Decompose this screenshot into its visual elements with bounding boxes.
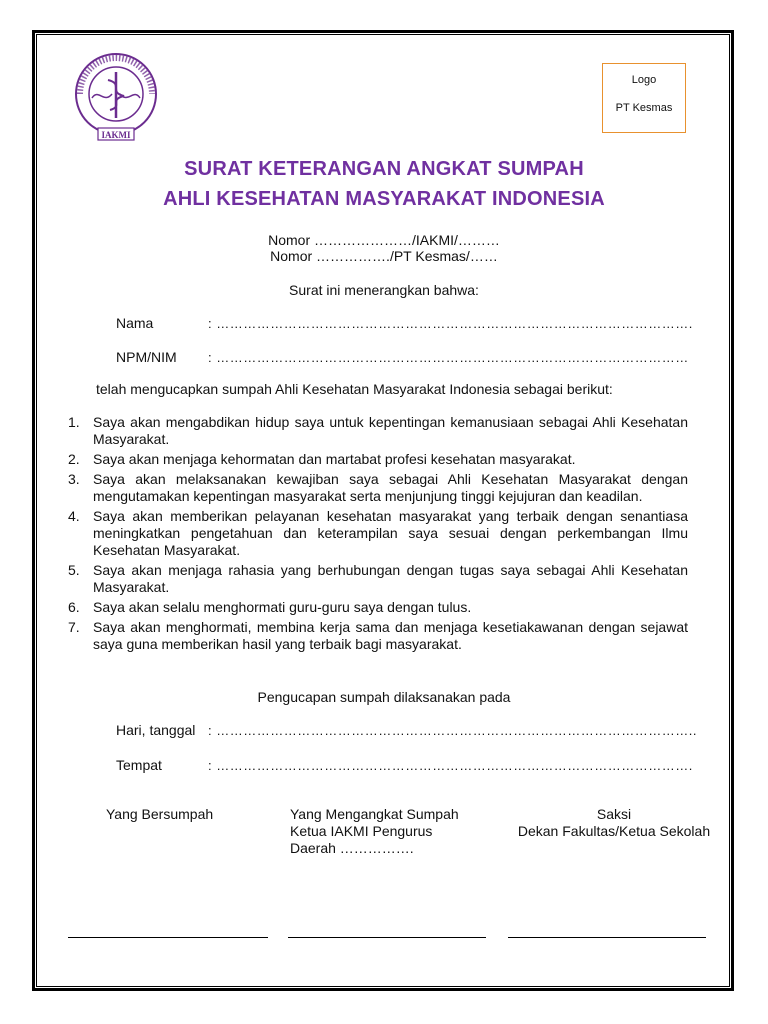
document-title-line1: SURAT KETERANGAN ANGKAT SUMPAH [184,158,584,180]
signature-title: Yang Mengangkat Sumpah [290,806,459,822]
list-item: 7. Saya akan menghormati, membina kerja sama dan menjaga kesetiakawanan dengan sejawat saya guna memberikan hasil yang terbaik bagi masyarakat. [68,619,688,652]
tempat-field: : ……………………………………………………………………………………………. [208,758,693,773]
nama-field: : ……………………………………………………………………………………………. [208,316,693,331]
signature-line [68,937,268,938]
logo-box-label: Logo [631,74,657,86]
signature-title: Saksi [596,806,632,822]
svg-text:IAKMI: IAKMI [101,130,131,140]
hari-tanggal-field: : …………………………………………………………………………………………….. [208,723,697,738]
tempat-label: Tempat [116,757,162,773]
iakmi-seal-logo [68,48,164,148]
list-item: 6. Saya akan selalu menghormati guru-guru saya dengan tulus. [68,599,472,615]
npm-field: : …………………………………………………………………………………………… [208,350,689,365]
signature-region: Daerah ……………. [290,840,414,856]
pt-kesmas-logo-placeholder [602,63,686,133]
logo-box-company: PT Kesmas [615,102,673,114]
list-item: 5. Saya akan menjaga rahasia yang berhubungan dengan tugas saya sebagai Ahli Kesehatan Masyarakat. [68,562,688,595]
signature-saksi [508,806,720,840]
nomor-pt-kesmas: Nomor ……………./PT Kesmas/…… [270,248,498,264]
signature-role: Ketua IAKMI Pengurus [290,823,433,839]
list-item: 2. Saya akan menjaga kehormatan dan martabat profesi kesehatan masyarakat. [68,451,576,467]
signature-pengangkat [290,806,459,857]
signature-role: Dekan Fakultas/Ketua Sekolah [517,823,711,839]
list-item: 4. Saya akan memberikan pelayanan kesehatan masyarakat yang terbaik dengan senantiasa meningkatkan pengetahuan dan keterampilan saya sesuai dengan perkembangan Ilmu Kesehatan Masyarakat. [68,508,688,558]
intro-text: Surat ini menerangkan bahwa: [289,282,479,298]
signature-line [288,937,486,938]
nomor-iakmi: Nomor …………………/IAKMI/……… [268,232,500,248]
pelaksanaan-text: Pengucapan sumpah dilaksanakan pada [257,689,511,705]
oath-intro: telah mengucapkan sumpah Ahli Kesehatan Masyarakat Indonesia sebagai berikut: [96,381,613,397]
nama-label: Nama [116,315,154,331]
hari-tanggal-label: Hari, tanggal [116,722,196,738]
signature-title: Yang Bersumpah [106,806,214,822]
signature-line [508,937,706,938]
list-item: 3. Saya akan melaksanakan kewajiban saya sebagai Ahli Kesehatan Masyarakat dengan mengutamakan kepentingan masyarakat serta menjunjung tinggi kejujuran dan keadilan. [68,471,688,504]
oath-list [66,414,688,656]
list-item: 1. Saya akan mengabdikan hidup saya untuk kepentingan kemanusiaan sebagai Ahli Kesehatan Masyarakat. [68,414,688,447]
npm-label: NPM/NIM [116,349,177,365]
signature-bersumpah [106,806,213,823]
document-title-line2: AHLI KESEHATAN MASYARAKAT INDONESIA [163,188,605,210]
